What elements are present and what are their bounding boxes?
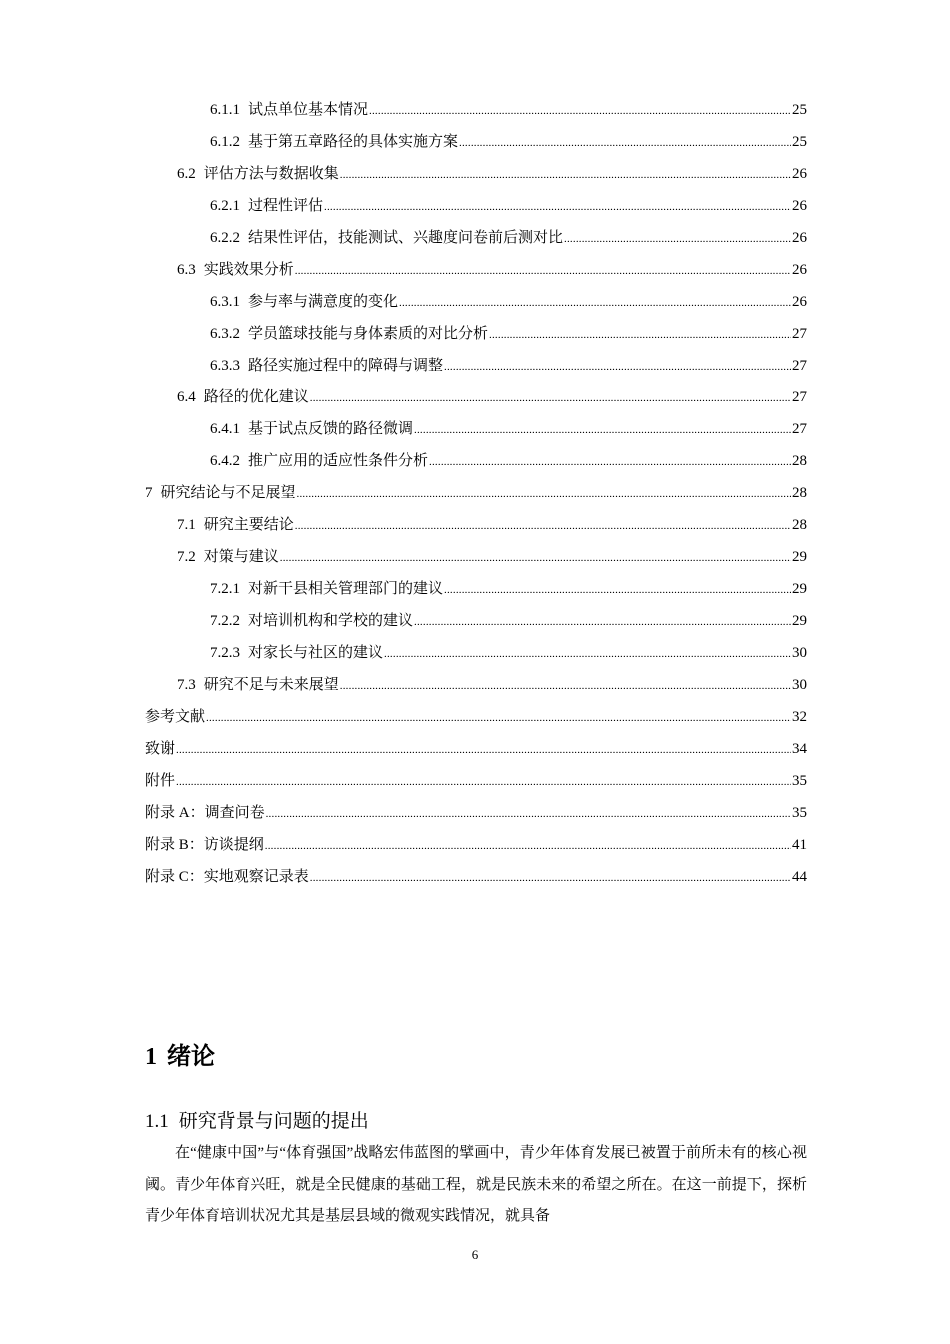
toc-entry[interactable] <box>145 798 807 830</box>
toc-entry-number: 6.3 <box>177 261 196 278</box>
toc-entry-page: 28 <box>792 485 807 502</box>
chapter-title: 绪论 <box>167 1042 215 1070</box>
section-heading <box>145 1106 369 1133</box>
toc-dot-leader <box>280 543 791 575</box>
toc-entry-number: 7.1 <box>177 517 196 534</box>
toc-dot-leader <box>265 831 791 863</box>
toc-entry-title <box>210 95 368 127</box>
toc-dot-leader <box>176 767 791 799</box>
toc-entry-title <box>210 574 443 606</box>
toc-entry-label: 对新干县相关管理部门的建议 <box>248 581 444 598</box>
toc-entry-page: 29 <box>792 549 807 566</box>
toc-entry-number: 7.2.1 <box>210 581 240 598</box>
toc-entry-page: 25 <box>792 133 807 150</box>
toc-dot-leader <box>414 607 791 639</box>
toc-dot-leader <box>324 192 791 224</box>
toc-entry-number: 7.2 <box>177 549 196 566</box>
toc-entry-title <box>177 510 294 542</box>
toc-entry-page: 35 <box>792 772 807 789</box>
toc-entry-page: 41 <box>792 836 807 853</box>
toc-entry-page: 26 <box>792 229 807 246</box>
toc-entry-page: 29 <box>792 613 807 629</box>
toc-dot-leader <box>384 639 791 671</box>
toc-entry-number: 7 <box>145 485 153 502</box>
toc-entry[interactable] <box>145 319 807 351</box>
toc-entry-title <box>177 255 294 287</box>
toc-dot-leader <box>414 415 791 447</box>
toc-entry-label: 附录 A：调查问卷 <box>145 804 265 821</box>
toc-entry-page: 34 <box>792 740 807 757</box>
toc-entry-page: 35 <box>792 804 807 821</box>
toc-entry-title <box>210 191 323 223</box>
toc-entry-label: 评估方法与数据收集 <box>203 165 339 182</box>
toc-entry-number: 7.3 <box>177 676 196 693</box>
toc-entry-title <box>210 319 488 351</box>
toc-entry[interactable] <box>145 766 807 798</box>
toc-entry-title <box>145 798 265 830</box>
toc-entry-number: 7.2.3 <box>210 644 240 661</box>
toc-entry-label: 实践效果分析 <box>203 261 294 278</box>
toc-entry-number: 6.2.2 <box>210 229 240 246</box>
toc-dot-leader <box>564 224 791 256</box>
toc-entry-label: 对策与建议 <box>203 549 279 566</box>
toc-entry-title <box>177 159 339 191</box>
toc-entry-label: 对家长与社区的建议 <box>248 644 384 661</box>
toc-entry-page: 44 <box>792 868 807 885</box>
toc-entry-number: 6.1.2 <box>210 133 240 150</box>
toc-entry-number: 6.3.2 <box>210 325 240 342</box>
toc-entry[interactable] <box>145 287 807 319</box>
toc-entry-title <box>210 446 428 478</box>
toc-entry[interactable] <box>145 446 807 478</box>
toc-entry-label: 参考文献 <box>145 708 206 725</box>
toc-entry-title <box>210 606 413 638</box>
toc-entry-label: 基于试点反馈的路径微调 <box>248 421 414 438</box>
toc-entry-page: 26 <box>792 197 807 214</box>
toc-entry-title <box>145 478 296 510</box>
toc-entry-label: 致谢 <box>145 740 176 757</box>
toc-entry[interactable] <box>145 702 807 734</box>
toc-dot-leader <box>310 383 791 415</box>
toc-entry-page: 27 <box>792 325 807 342</box>
toc-dot-leader <box>295 511 791 543</box>
toc-entry-number: 7.2.2 <box>210 613 240 629</box>
section-title: 研究背景与问题的提出 <box>178 1110 369 1132</box>
toc-entry-number: 6.3.3 <box>210 357 240 374</box>
toc-entry-page: 26 <box>792 293 807 310</box>
toc-entry[interactable] <box>145 478 807 510</box>
toc-entry-title <box>210 638 383 670</box>
toc-entry[interactable] <box>145 127 807 159</box>
toc-entry-label: 路径的优化建议 <box>203 389 309 406</box>
toc-entry[interactable] <box>145 510 807 542</box>
toc-dot-leader <box>176 735 791 767</box>
toc-entry[interactable] <box>145 734 807 766</box>
toc-entry-number: 6.2.1 <box>210 197 240 214</box>
toc-dot-leader <box>297 479 791 511</box>
toc-entry[interactable] <box>145 351 807 383</box>
toc-entry[interactable] <box>145 95 807 127</box>
toc-entry-title <box>145 702 205 734</box>
body-paragraph: 在“健康中国”与“体育强国”战略宏伟蓝图的擘画中，青少年体育发展已被置于前所未有的核心视阈。青少年体育兴旺，就是全民健康的基础工程，就是民族未来的希望之所在。在这一前提下，探析青少年体育培训状况尤其是基层县域的微观实践情况，就具备 <box>145 1145 807 1224</box>
chapter-number: 1 <box>145 1044 157 1070</box>
toc-entry[interactable] <box>145 606 807 638</box>
toc-entry-label: 路径实施过程中的障碍与调整 <box>248 357 444 374</box>
toc-entry[interactable] <box>145 159 807 191</box>
toc-entry-label: 附件 <box>145 772 176 789</box>
toc-dot-leader <box>429 447 791 479</box>
toc-dot-leader <box>459 128 791 160</box>
toc-entry-title <box>145 862 309 894</box>
page-number: 6 <box>471 1247 479 1262</box>
toc-dot-leader <box>340 160 791 192</box>
toc-entry-label: 过程性评估 <box>248 197 324 214</box>
toc-entry[interactable] <box>145 574 807 606</box>
toc-entry-page: 27 <box>792 357 807 374</box>
toc-entry[interactable] <box>145 670 807 702</box>
toc-entry-number: 6.4.2 <box>210 453 240 470</box>
toc-entry-page: 27 <box>792 389 807 406</box>
toc-entry-page: 27 <box>792 421 807 438</box>
toc-dot-leader <box>489 320 791 352</box>
toc-entry-title <box>177 670 339 702</box>
toc-entry-title <box>145 734 175 766</box>
toc-dot-leader <box>266 799 791 831</box>
toc-dot-leader <box>206 703 791 735</box>
toc-entry-label: 附录 C：实地观察记录表 <box>145 868 309 885</box>
toc-entry-page: 30 <box>792 644 807 661</box>
toc-entry-label: 推广应用的适应性条件分析 <box>248 453 429 470</box>
toc-entry-title <box>145 766 175 798</box>
toc-entry[interactable] <box>145 255 807 287</box>
toc-entry-title <box>210 414 413 446</box>
toc-entry-page: 29 <box>792 581 807 598</box>
toc-entry-page: 25 <box>792 102 807 118</box>
toc-entry-label: 附录 B：访谈提纲 <box>145 836 264 853</box>
toc-entry-title <box>210 287 398 319</box>
toc-dot-leader <box>444 352 791 384</box>
toc-entry[interactable] <box>145 191 807 223</box>
toc-entry-title <box>177 382 309 414</box>
toc-entry[interactable] <box>145 862 807 894</box>
section-number: 1.1 <box>145 1111 169 1132</box>
chapter-heading <box>145 1036 215 1071</box>
toc-entry-title <box>210 127 458 159</box>
toc-dot-leader <box>310 863 791 895</box>
toc-entry-label: 参与率与满意度的变化 <box>248 293 399 310</box>
toc-entry-number: 6.1.1 <box>210 102 240 118</box>
toc-entry[interactable] <box>145 223 807 255</box>
toc-entry-number: 6.4 <box>177 389 196 406</box>
toc-entry-title <box>145 830 264 862</box>
toc-entry[interactable] <box>145 830 807 862</box>
toc-dot-leader <box>295 256 791 288</box>
toc-entry-page: 28 <box>792 453 807 470</box>
toc-entry-page: 26 <box>792 165 807 182</box>
toc-entry-label: 基于第五章路径的具体实施方案 <box>248 133 459 150</box>
toc-entry-title <box>210 351 443 383</box>
table-of-contents <box>145 95 807 893</box>
toc-entry-page: 30 <box>792 676 807 693</box>
toc-dot-leader <box>444 575 791 607</box>
toc-entry[interactable] <box>145 542 807 574</box>
toc-dot-leader <box>399 288 791 320</box>
toc-entry-label: 研究主要结论 <box>203 517 294 534</box>
toc-dot-leader <box>340 671 791 703</box>
toc-entry-title <box>210 223 563 255</box>
toc-entry-label: 对培训机构和学校的建议 <box>248 613 414 629</box>
toc-entry-page: 26 <box>792 261 807 278</box>
toc-entry-title <box>177 542 279 574</box>
toc-entry-number: 6.3.1 <box>210 293 240 310</box>
toc-entry-label: 试点单位基本情况 <box>248 102 369 118</box>
toc-entry-label: 研究结论与不足展望 <box>160 485 296 502</box>
toc-entry[interactable] <box>145 414 807 446</box>
toc-entry-number: 6.2 <box>177 165 196 182</box>
toc-entry[interactable] <box>145 382 807 414</box>
toc-entry-label: 学员篮球技能与身体素质的对比分析 <box>248 325 489 342</box>
toc-dot-leader <box>369 96 791 128</box>
toc-entry-number: 6.4.1 <box>210 421 240 438</box>
toc-entry-page: 28 <box>792 517 807 534</box>
toc-entry[interactable] <box>145 638 807 670</box>
toc-entry-page: 32 <box>792 708 807 725</box>
toc-entry-label: 研究不足与未来展望 <box>203 676 339 693</box>
toc-entry-label: 结果性评估，技能测试、兴趣度问卷前后测对比 <box>248 229 564 246</box>
